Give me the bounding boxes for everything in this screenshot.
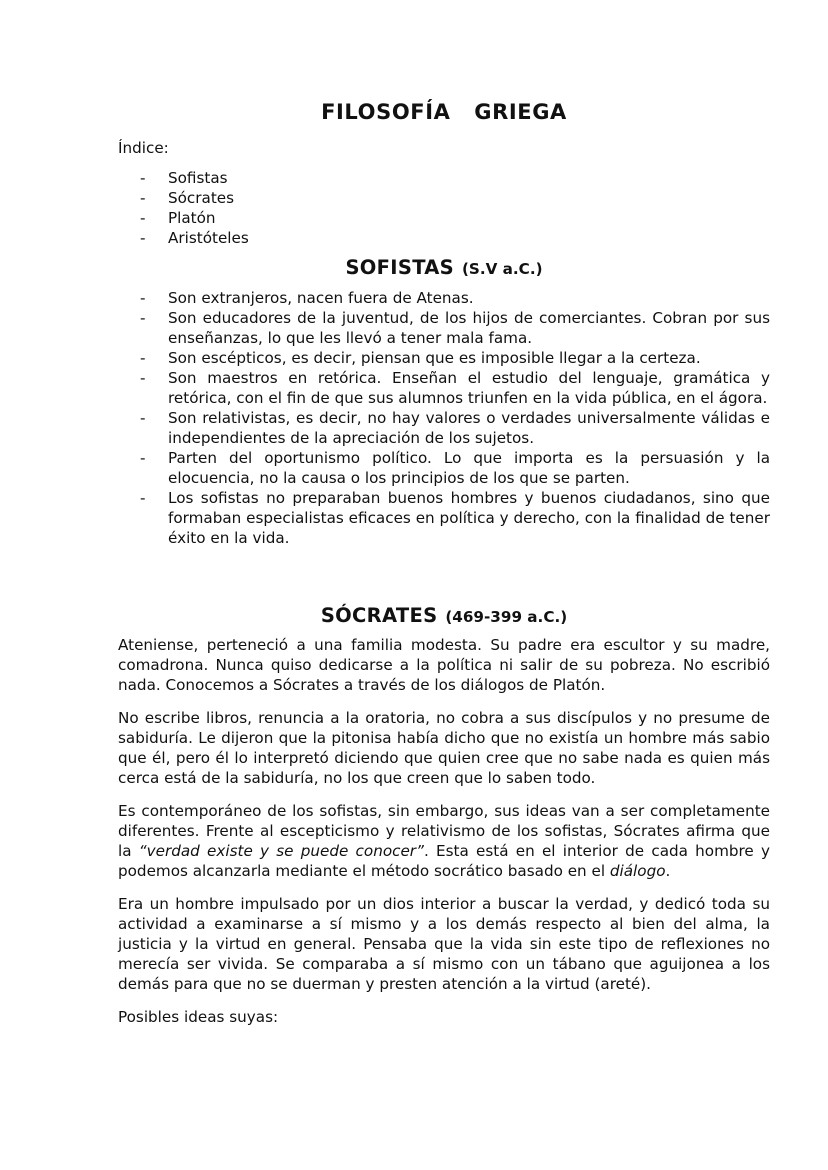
paragraph: No escribe libros, renuncia a la oratoria, no cobra a sus discípulos y no presume de sabiduría. Le dijeron que la pitonisa había dicho que no existía un hombre más sabio que él, pero él lo interpretó diciendo que quien cree que no sabe nada es quien más cerca está de la sabiduría, no los que creen que lo saben todo. [118, 709, 770, 787]
paragraph-text: . [665, 862, 671, 880]
italic-term: diálogo [609, 862, 666, 880]
list-dash: - [140, 349, 146, 367]
section-dates: (S.V a.C.) [461, 260, 543, 278]
list-dash: - [140, 289, 146, 307]
paragraph: Era un hombre impulsado por un dios interior a buscar la verdad, y dedicó toda su actividad a examinarse a sí mismo y a los demás respecto al bien del alma, la justicia y la virtud en general. Pensaba que la vida sin este tipo de reflexiones no merecía ser vivida. Se comparaba a sí mismo con un tábano que aguijonea a los demás para que no se duerman y presten atención a la virtud (areté). [118, 895, 770, 993]
index-list [118, 168, 770, 248]
list-dash: - [140, 169, 146, 187]
list-item [118, 308, 770, 348]
list-item [118, 488, 770, 548]
paragraph [118, 801, 770, 881]
paragraph-text: . Esta está en el interior de cada hombre y podemos alcanzarla mediante el método socrático basado en el [118, 842, 770, 880]
list-item [118, 188, 770, 208]
list-item [118, 208, 770, 228]
paragraph: Ateniense, perteneció a una familia modesta. Su padre era escultor y su madre, comadrona. Nunca quiso dedicarse a la política ni salir de su pobreza. No escribió nada. Conocemos a Sócrates a través de los diálogos de Platón. [118, 636, 770, 694]
list-dash: - [140, 229, 146, 247]
list-item-text: Son educadores de la juventud, de los hijos de comerciantes. Cobran por sus enseñanzas, lo que les llevó a tener mala fama. [168, 309, 770, 347]
list-dash: - [140, 449, 146, 467]
list-item [118, 408, 770, 448]
list-item-text: Son extranjeros, nacen fuera de Atenas. [168, 289, 474, 307]
list-item [118, 168, 770, 188]
section-title: SÓCRATES [320, 604, 438, 627]
section-heading-socrates [118, 600, 770, 632]
list-item [118, 368, 770, 408]
list-item [118, 348, 770, 368]
section-title: SOFISTAS [345, 256, 455, 279]
list-dash: - [140, 409, 146, 427]
list-dash: - [140, 489, 146, 507]
document-page [118, 98, 770, 1027]
paragraph: Posibles ideas suyas: [118, 1008, 279, 1026]
list-item-text: Son relativistas, es decir, no hay valores o verdades universalmente válidas e independientes de la apreciación de los sujetos. [168, 409, 770, 447]
list-item [118, 448, 770, 488]
document-title: FILOSOFÍA GRIEGA [321, 100, 567, 124]
list-dash: - [140, 209, 146, 227]
index-item-platon: Platón [168, 209, 216, 227]
index-label: Índice: [118, 139, 169, 157]
list-item [118, 288, 770, 308]
paragraph-text: Es contemporáneo de los sofistas, sin embargo, sus ideas van a ser completamente diferentes. Frente al escepticismo y relativismo de los sofistas, Sócrates afirma que la [118, 802, 770, 860]
list-dash: - [140, 369, 146, 387]
sofistas-list [118, 288, 770, 548]
index-item-sofistas: Sofistas [168, 169, 228, 187]
index-item-aristoteles: Aristóteles [168, 229, 249, 247]
list-item-text: Los sofistas no preparaban buenos hombres y buenos ciudadanos, sino que formaban especialistas eficaces en política y derecho, con la finalidad de tener éxito en la vida. [168, 489, 770, 547]
list-item [118, 228, 770, 248]
list-item-text: Son escépticos, es decir, piensan que es imposible llegar a la certeza. [168, 349, 701, 367]
list-dash: - [140, 189, 146, 207]
list-item-text: Parten del oportunismo político. Lo que importa es la persuasión y la elocuencia, no la causa o los principios de los que se parten. [168, 449, 770, 487]
list-item-text: Son maestros en retórica. Enseñan el estudio del lenguaje, gramática y retórica, con el fin de que sus alumnos triunfen en la vida pública, en el ágora. [168, 369, 770, 407]
index-item-socrates: Sócrates [168, 189, 235, 207]
list-dash: - [140, 309, 146, 327]
section-dates: (469-399 a.C.) [445, 608, 568, 626]
quoted-phrase: “verdad existe y se puede conocer” [138, 842, 424, 860]
section-heading-sofistas [118, 253, 770, 283]
